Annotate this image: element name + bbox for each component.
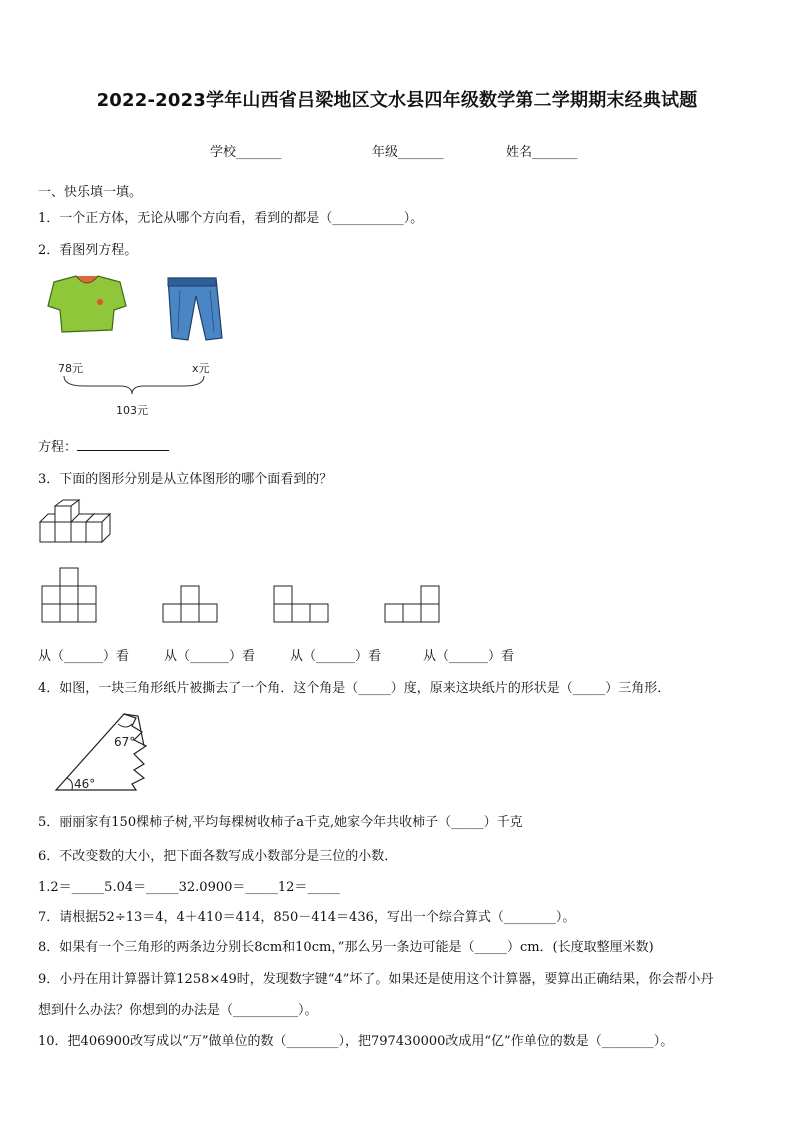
pants-illustration <box>168 278 222 340</box>
view-2-grid <box>163 585 219 623</box>
question-9-line-1: 9．小丹在用计算器计算1258×49时，发现数字键“4”坏了。如果还是使用这个计算器，要算出正确结果，你会帮小丹 <box>38 972 714 987</box>
question-2-figure <box>40 272 230 422</box>
view-3-grid <box>274 585 330 623</box>
page-title: 2022-2023学年山西省吕梁地区文水县四年级数学第二学期期末经典试题 <box>96 90 698 111</box>
brace <box>64 376 204 394</box>
block-solid-figure <box>38 500 110 546</box>
equation-label: 方程： <box>38 440 78 455</box>
school-field[interactable]: 学校_______ <box>210 145 282 160</box>
equation-prompt <box>38 436 169 455</box>
view-3-label[interactable]: 从（______）看 <box>290 649 382 664</box>
angle-67-label: 67° <box>114 735 136 749</box>
question-9-line-2: 想到什么办法？你想到的办法是（__________）。 <box>38 1003 318 1018</box>
view-1-grid <box>42 566 98 622</box>
equation-blank[interactable] <box>77 437 169 451</box>
question-5: 5．丽丽家有150棵柿子树,平均每棵树收柿子a千克,她家今年共收柿子（_____）千克 <box>38 815 523 830</box>
question-10: 10．把406900改写成以“万”做单位的数（________），把797430000改成用“亿”作单位的数是（________）。 <box>38 1034 674 1049</box>
shirt-price-label: 78元 <box>58 362 83 375</box>
view-2-label[interactable]: 从（______）看 <box>164 649 256 664</box>
view-4-grid <box>385 585 441 623</box>
question-7: 7．请根据52÷13＝4，4＋410＝414，850－414＝436，写出一个综合算式（________）。 <box>38 910 576 925</box>
view-4-label[interactable]: 从（______）看 <box>423 649 515 664</box>
question-4: 4．如图，一块三角形纸片被撕去了一个角．这个角是（_____）度，原来这块纸片的形状是（_____）三角形． <box>38 681 671 696</box>
question-1: 1．一个正方体，无论从哪个方向看，看到的都是（___________）。 <box>38 211 424 226</box>
grade-field[interactable]: 年级_______ <box>372 145 444 160</box>
angle-46-label: 46° <box>74 777 96 791</box>
total-price-label: 103元 <box>116 404 148 417</box>
question-6-items[interactable]: 1.2＝_____5.04＝_____32.0900＝_____12＝_____ <box>38 880 340 895</box>
view-1-label[interactable]: 从（______）看 <box>38 649 130 664</box>
question-6: 6．不改变数的大小，把下面各数写成小数部分是三位的小数． <box>38 849 398 864</box>
shirt-illustration <box>48 276 126 332</box>
pants-price-label: x元 <box>192 362 210 375</box>
name-field[interactable]: 姓名_______ <box>506 145 578 160</box>
question-3: 3．下面的图形分别是从立体图形的哪个面看到的？ <box>38 472 333 487</box>
question-2: 2．看图列方程。 <box>38 243 138 258</box>
question-8: 8．如果有一个三角形的两条边分别长8cm和10cm，”那么另一条边可能是（_____）cm．(长度取整厘米数) <box>38 940 654 955</box>
section-heading: 一、快乐填一填。 <box>38 185 143 200</box>
torn-triangle-figure <box>52 710 162 794</box>
